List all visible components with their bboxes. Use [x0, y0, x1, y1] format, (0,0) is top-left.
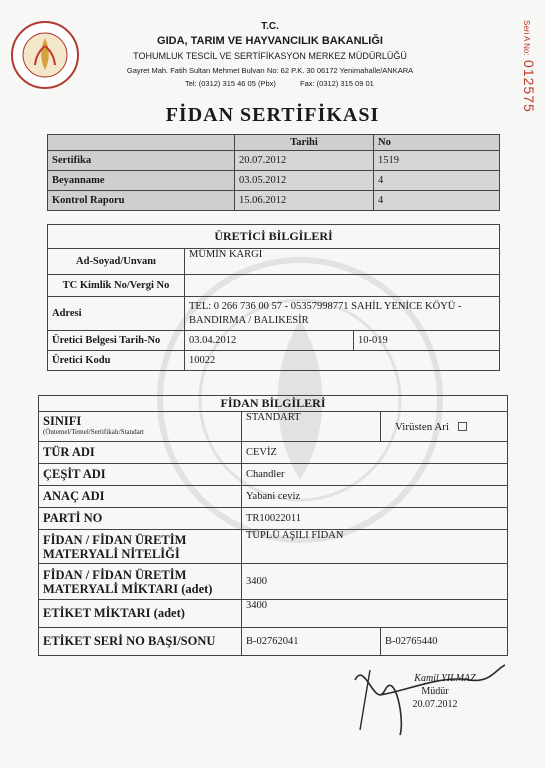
tag-serial-end: B-02765440 [381, 628, 508, 656]
table-row: Kontrol Raporu 15.06.2012 4 [48, 191, 500, 211]
table-row: Sertifika 20.07.2012 1519 [48, 151, 500, 171]
producer-name: MÜMİN KARGI [185, 249, 500, 275]
producer-table [47, 224, 500, 371]
name-label: Ad-Soyad/Unvanı [48, 249, 185, 275]
page-title: FİDAN SERTİFİKASI [165, 104, 380, 126]
variety-label: ÇEŞİT ADI [39, 464, 242, 486]
cert-no: 10-019 [354, 331, 500, 351]
signer-role: Müdür [421, 686, 449, 697]
ministry-name: GIDA, TARIM VE HAYVANCILIK BAKANLIĞI [157, 35, 383, 47]
header-fax: Fax: (0312) 315 09 01 [300, 79, 374, 88]
col-no-header: No [374, 135, 500, 151]
type-label: TÜR ADI [39, 442, 242, 464]
tc-label: TC Kimlik No/Vergi No [48, 275, 185, 297]
lot-value: TR10022011 [242, 508, 508, 530]
sapling-title: FİDAN BİLGİLERİ [39, 396, 508, 412]
quality-value: TÜPLÜ AŞILI FİDAN [242, 530, 508, 564]
serial-number: Seri A No: 012575 [521, 20, 537, 113]
tag-serial-start: B-02762041 [242, 628, 381, 656]
signer-name: Kamil YILMAZ [414, 673, 476, 684]
signature-date: 20.07.2012 [412, 699, 458, 710]
sapling-table [38, 395, 508, 656]
tag-qty-value: 3400 [242, 600, 508, 628]
table-row: Beyanname 03.05.2012 4 [48, 171, 500, 191]
type-value: CEVİZ [242, 442, 508, 464]
document-table [47, 134, 500, 211]
producer-tc [185, 275, 500, 297]
variety-value: Chandler [242, 464, 508, 486]
col-date-header: Tarihi [235, 135, 374, 151]
address-label: Adresi [48, 297, 185, 331]
quality-label: FİDAN / FİDAN ÜRETİM MATERYALİ NİTELİĞİ [39, 530, 242, 564]
producer-code: 10022 [185, 351, 500, 371]
signature-block [360, 672, 510, 711]
class-label: SINIFI (Öntemel/Temel/Sertifikalı/Standart [39, 412, 242, 442]
tag-qty-label: ETİKET MİKTARI (adet) [39, 600, 242, 628]
rootstock-value: Yabani ceviz [242, 486, 508, 508]
qty-label: FİDAN / FİDAN ÜRETİM MATERYALİ MİKTARI (adet) [39, 564, 242, 600]
virus-free-cell: Virüsten Ari [381, 412, 508, 442]
header-phone: Tel: (0312) 315 46 05 (Pbx) [185, 79, 276, 88]
qty-value: 3400 [242, 564, 508, 600]
virus-free-checkbox[interactable] [458, 422, 467, 431]
lot-label: PARTİ NO [39, 508, 242, 530]
cert-label: Üretici Belgesi Tarih-No [48, 331, 185, 351]
cert-date: 03.04.2012 [185, 331, 354, 351]
code-label: Üretici Kodu [48, 351, 185, 371]
class-value: STANDART [242, 412, 381, 442]
rootstock-label: ANAÇ ADI [39, 486, 242, 508]
producer-title: ÜRETİCİ BİLGİLERİ [48, 225, 500, 249]
producer-address: TEL: 0 266 736 00 57 - 05357998771 SAHİL YENİCE KÖYÜ - BANDIRMA / BALIKESİR [185, 297, 500, 331]
header-address: Gayret Mah. Fatih Sultan Mehmet Bulvarı No: 62 P.K. 30 06172 Yenimahalle/ANKARA [126, 66, 414, 75]
header-tc: T.C. [261, 21, 279, 32]
tag-serial-label: ETİKET SERİ NO BAŞI/SONU [39, 628, 242, 656]
center-name: TOHUMLUK TESCİL VE SERTİFİKASYON MERKEZ MÜDÜRLÜĞÜ [133, 51, 407, 61]
